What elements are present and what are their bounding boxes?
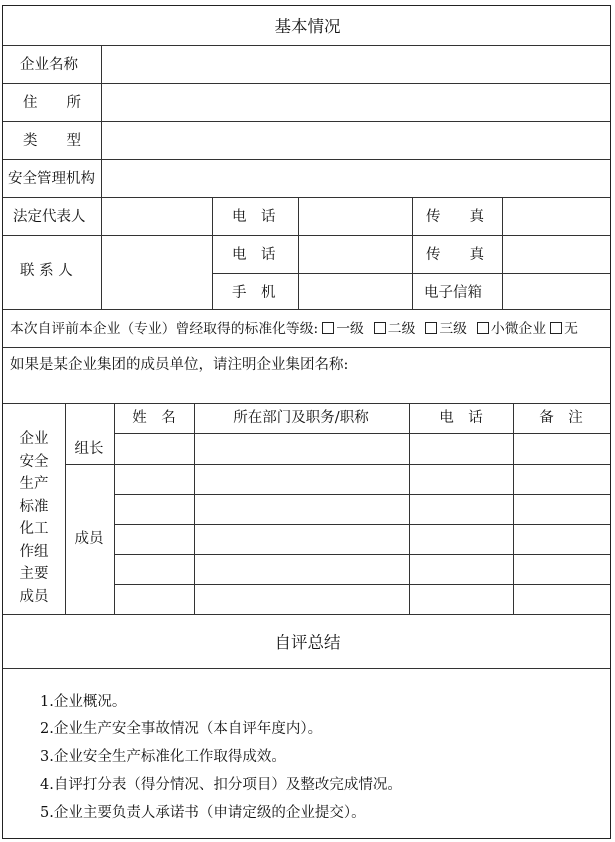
level-option-third[interactable]: 三级: [425, 321, 467, 337]
level-option-second[interactable]: 二级: [374, 321, 416, 337]
row-divider: [114, 554, 610, 555]
header-dept: 所在部门及职务/职称: [233, 410, 369, 426]
row-divider: [114, 524, 610, 525]
summary-item: 3.企业安全生产标准化工作取得成效。: [40, 749, 286, 765]
header-remark: 备 注: [539, 410, 583, 426]
label-address: 住 所: [23, 95, 81, 111]
level-option-first[interactable]: 一级: [322, 321, 364, 337]
checkbox-icon[interactable]: [374, 322, 386, 334]
col-divider: [101, 45, 102, 309]
row-divider: [114, 584, 610, 585]
row-divider: [3, 403, 610, 404]
header-phone: 电 话: [439, 410, 483, 426]
row-divider: [65, 464, 610, 465]
row-divider: [3, 347, 610, 348]
row-divider: [3, 83, 610, 84]
checkbox-icon[interactable]: [550, 322, 562, 334]
label-mobile: 手 机: [232, 285, 276, 301]
label-safety-org: 安全管理机构: [8, 171, 95, 187]
checkbox-icon[interactable]: [477, 322, 489, 334]
row-divider: [3, 614, 610, 615]
label-company-name: 企业名称: [20, 57, 78, 73]
label-fax: 传 真: [426, 209, 484, 225]
label-type: 类 型: [23, 133, 81, 149]
summary-item: 1.企业概况。: [40, 694, 127, 710]
label-email: 电子信箱: [424, 285, 482, 301]
label-leader: 组长: [74, 441, 104, 457]
row-divider: [3, 197, 610, 198]
label-fax: 传 真: [426, 247, 484, 263]
col-divider: [65, 403, 66, 614]
row-divider: [3, 159, 610, 160]
summary-item: 4.自评打分表（得分情况、扣分项目）及整改完成情况。: [40, 777, 402, 793]
summary-item: 5.企业主要负责人承诺书（申请定级的企业提交）。: [40, 805, 366, 821]
group-name-note: 如果是某企业集团的成员单位，请注明企业集团名称:: [10, 357, 349, 373]
row-divider: [212, 273, 610, 274]
col-divider: [513, 403, 514, 614]
row-divider: [3, 668, 610, 669]
checkbox-icon[interactable]: [425, 322, 437, 334]
label-member: 成员: [74, 531, 104, 547]
team-side-label: 企业 安全 生产 标准 化工 作组 主要 成员: [19, 431, 49, 605]
col-divider: [502, 197, 503, 309]
level-option-micro[interactable]: 小微企业: [477, 321, 546, 337]
label-phone: 电 话: [232, 247, 276, 263]
summary-item: 2.企业生产安全事故情况（本自评年度内）。: [40, 721, 323, 737]
col-divider: [194, 403, 195, 614]
row-divider: [3, 45, 610, 46]
header-name: 姓 名: [132, 410, 176, 426]
label-legal-rep: 法定代表人: [13, 209, 86, 225]
row-divider: [3, 235, 610, 236]
self-evaluation-form: [2, 5, 611, 839]
col-divider: [114, 403, 115, 614]
level-question-text: 本次自评前本企业（专业）曾经取得的标准化等级:: [10, 321, 319, 337]
row-divider: [3, 309, 610, 310]
col-divider: [298, 197, 299, 309]
col-divider: [212, 197, 213, 309]
level-option-none[interactable]: 无: [550, 321, 578, 337]
row-divider: [114, 433, 610, 434]
level-question: [10, 322, 578, 337]
section-title-basic: 基本情况: [274, 17, 341, 36]
checkbox-icon[interactable]: [322, 322, 334, 334]
section-title-summary: 自评总结: [274, 633, 341, 652]
row-divider: [3, 121, 610, 122]
col-divider: [412, 197, 413, 309]
label-contact: 联 系 人: [20, 263, 73, 279]
row-divider: [114, 494, 610, 495]
col-divider: [409, 403, 410, 614]
label-phone: 电 话: [232, 209, 276, 225]
